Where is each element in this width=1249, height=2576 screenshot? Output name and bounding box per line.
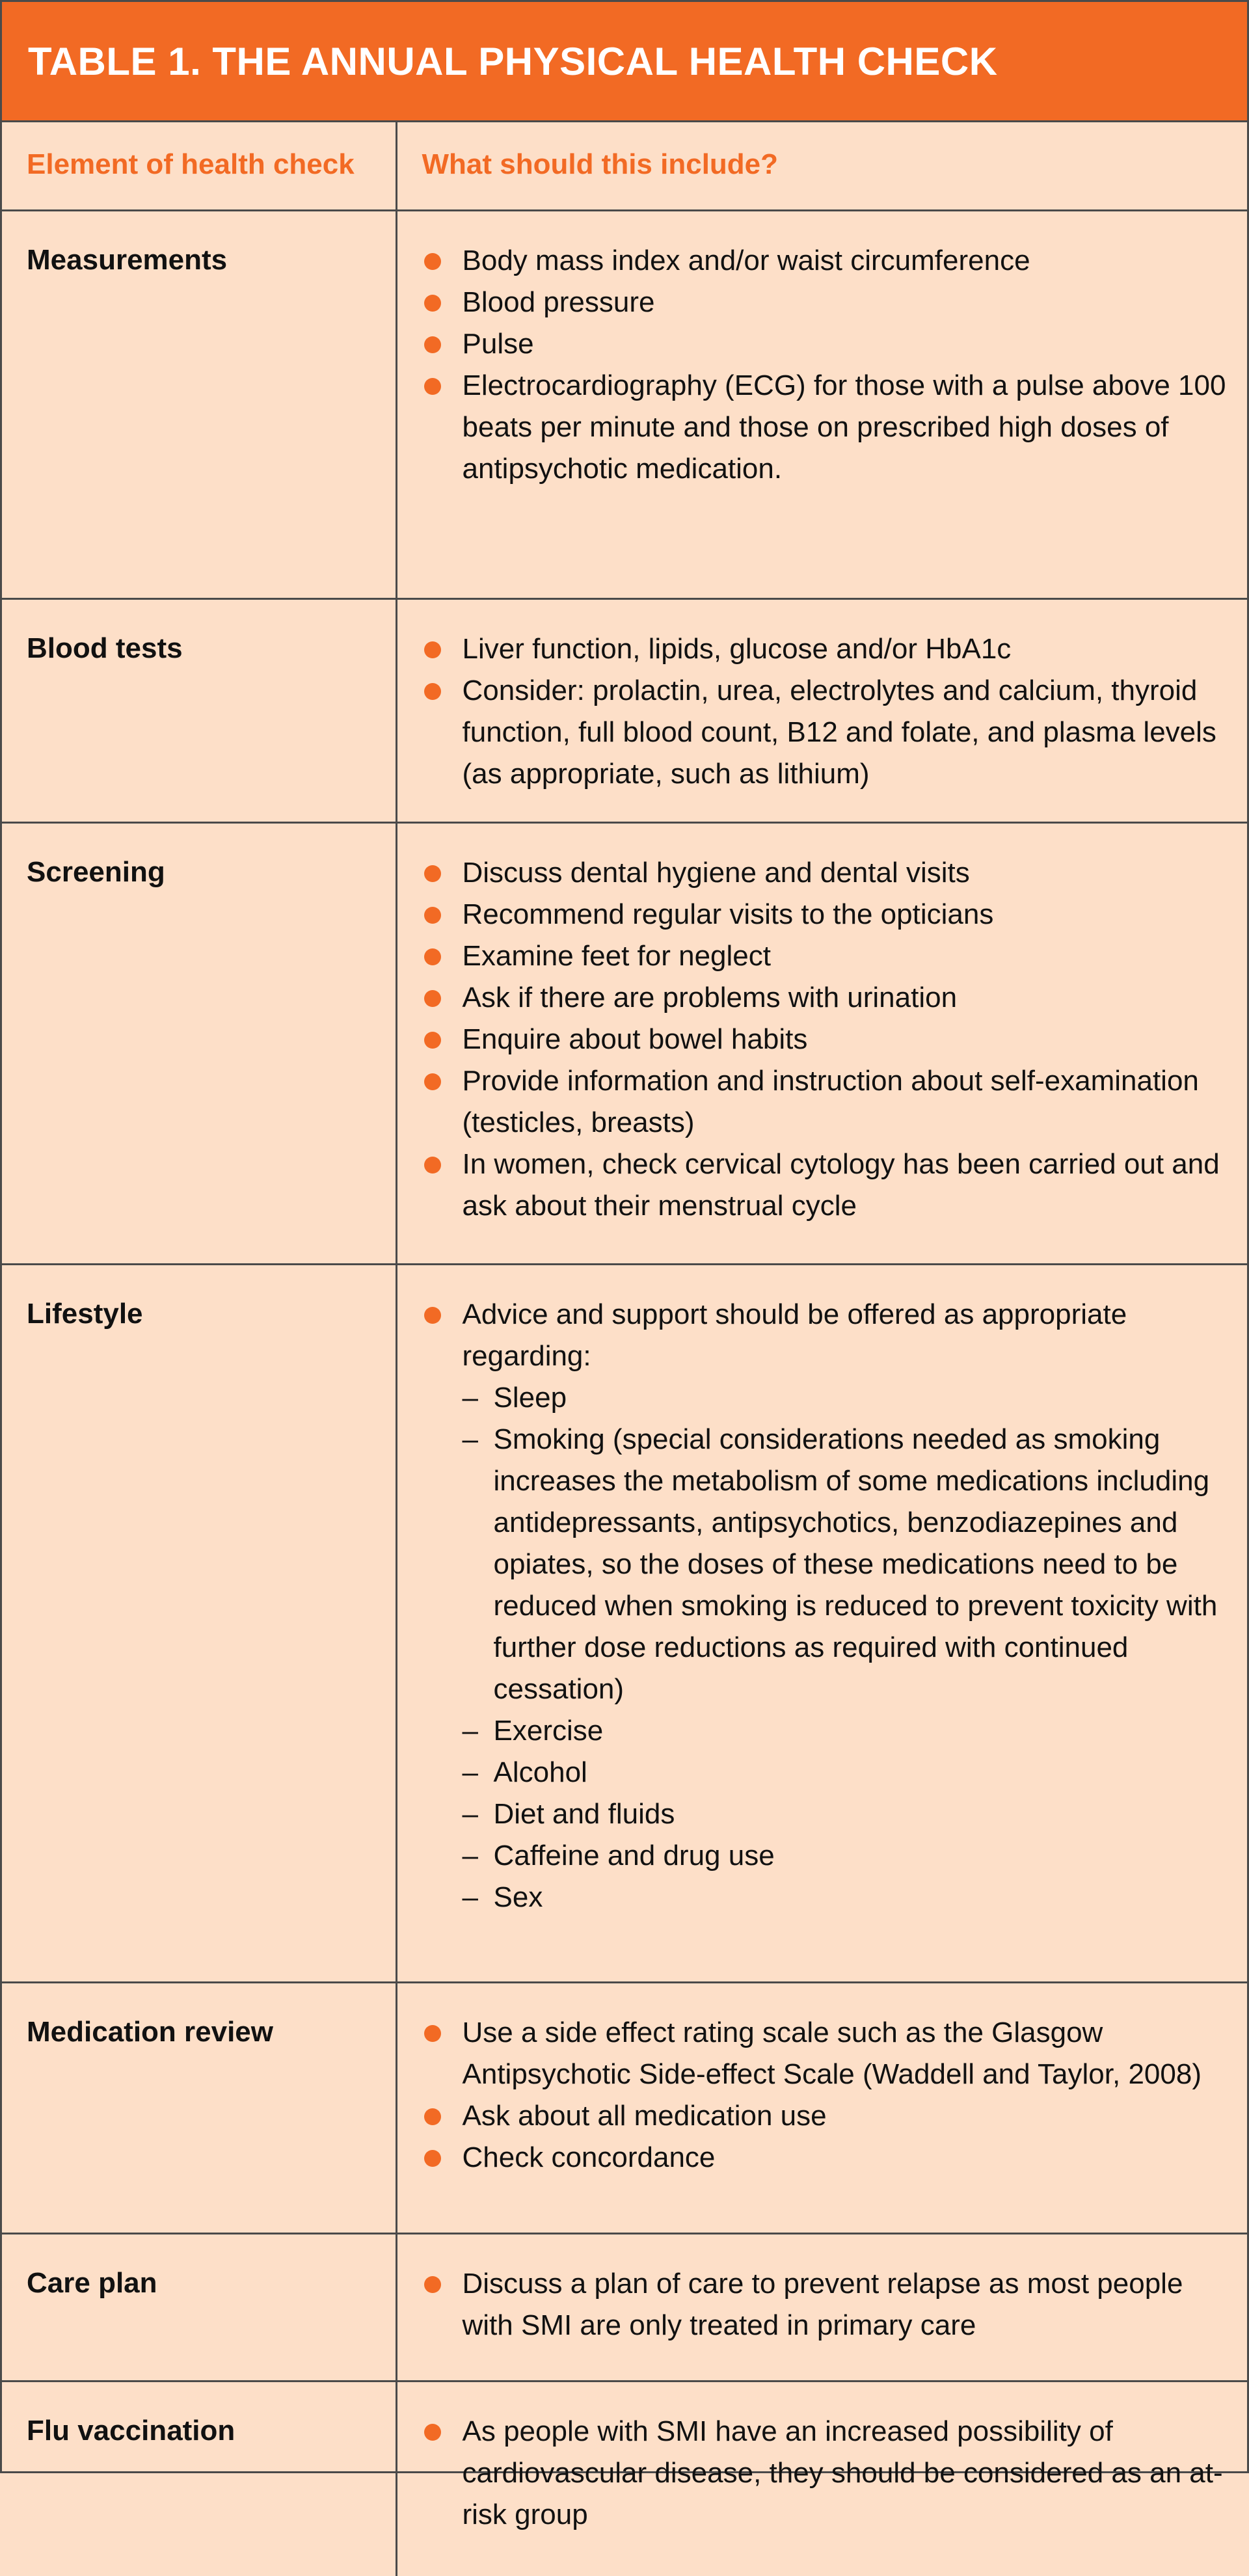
list-item [422,240,1228,282]
row-element-label: Measurements [2,210,396,598]
row-content [396,2381,1247,2576]
table-title: TABLE 1. THE ANNUAL PHYSICAL HEALTH CHECK [28,39,998,83]
sub-list-item [463,1793,1228,1835]
list-item-text: Enquire about bowel habits [462,1023,808,1055]
list-item [422,365,1228,490]
dash-marker: – [462,1756,478,1788]
list-item-text: Use a side effect rating scale such as the Glasgow Antipsychotic Side-effect Scale (Waddell and Taylor, 2008) [462,2016,1202,2090]
sub-list-item-text: Sex [493,1881,543,1913]
bullet-dot-icon [424,336,441,353]
list-item-text: Ask about all medication use [462,2099,827,2132]
bullet-dot-icon [424,295,441,312]
bullet-dot-icon [424,1157,441,1174]
list-item [422,323,1228,365]
bullet-dot-icon [424,907,441,924]
dash-marker: – [462,1839,478,1872]
list-item-text: In women, check cervical cytology has been carried out and ask about their menstrual cycle [462,1147,1220,1222]
list-item [422,977,1228,1019]
list-item-text: Ask if there are problems with urination [462,981,958,1013]
list-item [422,852,1228,894]
row-content [396,1264,1247,1982]
bullet-list [422,2263,1228,2346]
dash-marker: – [462,1881,478,1913]
table-row-lifestyle [2,1264,1247,1982]
column-header-content: What should this include? [396,122,1247,210]
list-item [422,2263,1228,2346]
bullet-dot-icon [424,865,441,882]
row-element-label: Medication review [2,1982,396,2233]
sub-list-item-text: Sleep [493,1381,567,1414]
bullet-dot-icon [424,378,441,395]
dash-marker: – [462,1423,478,1455]
bullet-dot-icon [424,2424,441,2441]
sub-list-item [463,1419,1228,1710]
list-item [422,628,1228,670]
list-item-text: As people with SMI have an increased possibility of cardiovascular disease, they should be considered as an at-risk group [462,2415,1223,2530]
table-row-medication-review [2,1982,1247,2233]
bullet-dot-icon [424,2108,441,2125]
list-item-text: Electrocardiography (ECG) for those with a pulse above 100 beats per minute and those on prescribed high doses of antipsychotic medication. [462,369,1226,485]
sub-list-item [463,1752,1228,1793]
list-item-text: Blood pressure [462,286,655,318]
bullet-dot-icon [424,1032,441,1049]
list-item [422,1144,1228,1227]
bullet-list [422,240,1228,490]
list-item [422,2095,1228,2137]
list-item-text: Liver function, lipids, glucose and/or HbA1c [462,632,1012,665]
list-item [422,2012,1228,2095]
bullet-list [422,628,1228,795]
row-element-label: Blood tests [2,598,396,822]
table-row-screening [2,822,1247,1264]
bullet-dot-icon [424,1307,441,1324]
health-check-table [2,122,1247,2576]
list-item-text: Consider: prolactin, urea, electrolytes and calcium, thyroid function, full blood count, B12 and folate, and plasma levels (as appropriate, such as lithium) [462,674,1216,790]
bullet-list [422,1294,1228,1918]
table-row-measurements [2,210,1247,598]
bullet-list [422,852,1228,1227]
row-element-label: Lifestyle [2,1264,396,1982]
title-bar [2,2,1247,122]
list-item [422,935,1228,977]
table-row-blood-tests [2,598,1247,822]
bullet-dot-icon [424,990,441,1007]
list-item-text: Discuss dental hygiene and dental visits [462,856,970,889]
bullet-dot-icon [424,641,441,658]
column-header-element: Element of health check [2,122,396,210]
list-item [422,1019,1228,1060]
sub-list [463,1377,1228,1918]
list-item [422,1294,1228,1918]
list-item-text: Advice and support should be offered as appropriate regarding: [462,1298,1127,1372]
row-content [396,598,1247,822]
bullet-dot-icon [424,948,441,965]
sub-list-item-text: Smoking (special considerations needed as smoking increases the metabolism of some medications including antidepressants, antipsychotics, benzodiazepines and opiates, so the doses of these medications need to be reduced when smoking is reduced to prevent toxicity with further dose reductions as required with continued cessation) [493,1423,1218,1705]
bullet-dot-icon [424,253,441,270]
list-item [422,670,1228,795]
list-item [422,1060,1228,1144]
dash-marker: – [462,1381,478,1414]
list-item-text: Body mass index and/or waist circumference [462,244,1030,276]
dash-marker: – [462,1714,478,1747]
row-element-label: Screening [2,822,396,1264]
row-element-label: Care plan [2,2233,396,2381]
sub-list-item [463,1877,1228,1918]
table-row-flu-vaccination [2,2381,1247,2576]
list-item-text: Discuss a plan of care to prevent relapse as most people with SMI are only treated in primary care [462,2267,1183,2341]
row-content [396,210,1247,598]
bullet-dot-icon [424,2150,441,2167]
sub-list-item [463,1377,1228,1419]
row-element-label: Flu vaccination [2,2381,396,2576]
bullet-dot-icon [424,2276,441,2293]
sub-list-item-text: Alcohol [493,1756,587,1788]
bullet-dot-icon [424,2025,441,2042]
table-row-care-plan [2,2233,1247,2381]
list-item-text: Recommend regular visits to the opticians [462,898,994,930]
sub-list-item-text: Exercise [493,1714,604,1747]
list-item [422,2137,1228,2179]
table-header-row [2,122,1247,210]
list-item [422,894,1228,935]
sub-list-item [463,1835,1228,1877]
sub-list-item-text: Diet and fluids [493,1797,675,1830]
list-item [422,282,1228,323]
list-item-text: Pulse [462,327,534,360]
bullet-dot-icon [424,1073,441,1090]
sub-list-item-text: Caffeine and drug use [493,1839,775,1872]
dash-marker: – [462,1797,478,1830]
bullet-list [422,2012,1228,2179]
row-content [396,1982,1247,2233]
row-content [396,2233,1247,2381]
list-item-text: Check concordance [462,2141,716,2173]
sub-list-item [463,1710,1228,1752]
row-content [396,822,1247,1264]
bullet-dot-icon [424,683,441,700]
list-item-text: Examine feet for neglect [462,939,771,972]
list-item-text: Provide information and instruction about self-examination (testicles, breasts) [462,1064,1199,1138]
